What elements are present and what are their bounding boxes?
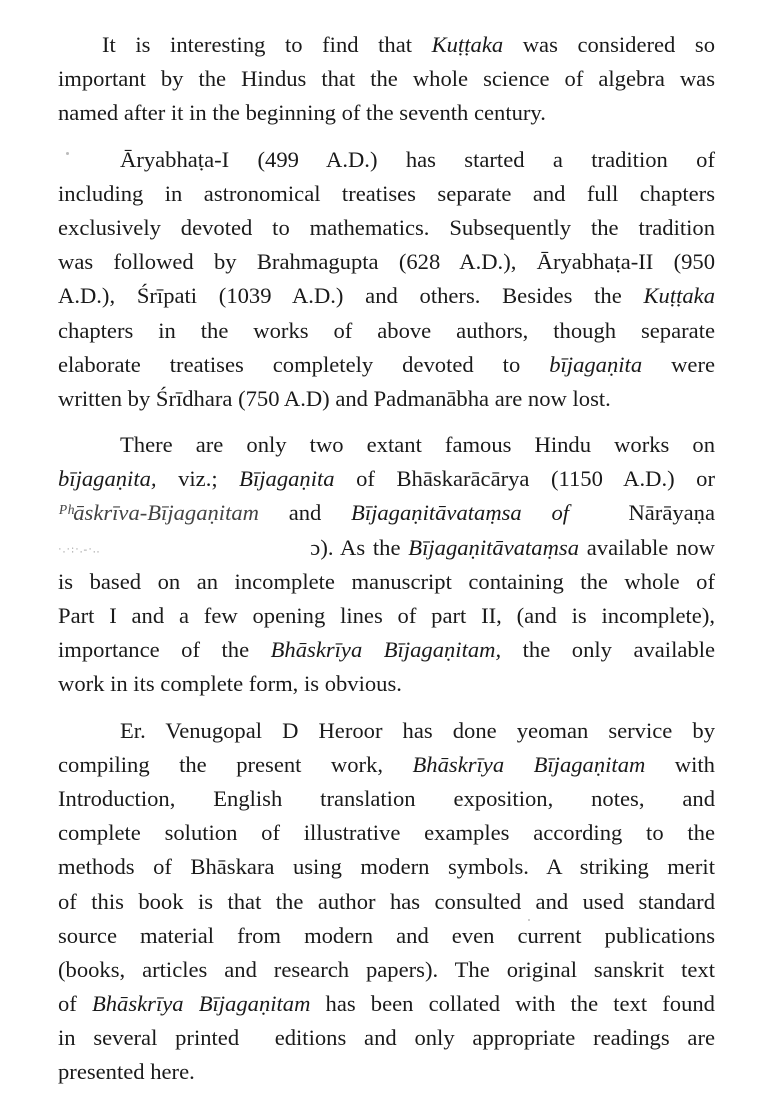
text-line — [58, 782, 715, 816]
text-line — [58, 850, 715, 884]
paragraph-gap — [58, 131, 715, 143]
text-line — [58, 714, 715, 748]
text-run: work in its complete form, is obvious. — [58, 671, 402, 697]
text-run: It is interesting to find that — [102, 32, 432, 57]
text-run: was followed by Brahmagupta (628 A.D.), Āryabhaṭa-II (950 — [58, 249, 715, 275]
italic-term: bījagaṇita, — [58, 466, 157, 492]
text-line — [58, 211, 715, 245]
italic-term: bījagaṇita — [549, 351, 643, 377]
text-line — [58, 462, 715, 496]
text-line — [58, 633, 715, 667]
text-run: important by the Hindus that the whole science of algebra was — [58, 66, 715, 92]
paragraph-extant-works — [58, 428, 715, 702]
text-line — [58, 28, 715, 62]
text-run: is based on an incomplete manuscript containing the whole of — [58, 568, 715, 594]
text-run: Introduction, English translation exposition, notes, and — [58, 785, 715, 811]
scan-speck — [528, 919, 530, 921]
text-line — [58, 531, 715, 565]
text-run: of — [58, 991, 92, 1017]
text-line — [58, 667, 715, 701]
text-line — [58, 816, 715, 850]
text-run: viz.; — [156, 466, 240, 492]
text-run: the only available — [501, 637, 715, 663]
paragraph-kuttaka-importance — [58, 28, 715, 131]
text-run: complete solution of illustrative examples according to the — [58, 820, 715, 846]
text-line — [58, 496, 715, 530]
text-line — [58, 279, 715, 313]
italic-term: Bījagaṇitāvataṃsa of — [351, 500, 570, 526]
text-run: presented here. — [58, 1059, 195, 1085]
paragraph-heroor-compilation — [58, 714, 715, 1090]
text-line — [58, 987, 715, 1021]
text-run: compiling the present work, — [58, 751, 413, 777]
text-line — [58, 565, 715, 599]
italic-term: Bījagaṇita — [239, 466, 335, 492]
text-run: ɔ). As the — [100, 534, 409, 560]
text-run: written by Śrīdhara (750 A.D) and Padmanābha are now lost. — [58, 385, 611, 411]
text-line — [58, 62, 715, 96]
text-run: in several printed editions and only appropriate readings are — [58, 1025, 715, 1051]
text-line — [58, 1021, 715, 1055]
text-run: available now — [579, 534, 715, 560]
text-line — [58, 599, 715, 633]
italic-term: ᴾʰāskrīva-Bījagaṇitam — [58, 500, 259, 526]
document-page — [58, 28, 715, 1090]
text-line — [58, 953, 715, 987]
text-run: A.D.), Śrīpati (1039 A.D.) and others. Besides the — [58, 283, 644, 309]
text-run: source material from modern and even current publications — [58, 922, 715, 948]
text-run: has been collated with the text found — [310, 991, 715, 1017]
text-run: chapters in the works of above authors, though separate — [58, 317, 715, 343]
text-run: of this book is that the author has consulted and used standard — [58, 888, 715, 914]
text-run: were — [642, 351, 716, 377]
text-run: and — [258, 500, 352, 526]
paragraph-aryabhata-tradition — [58, 143, 715, 417]
italic-term: Kuṭṭaka — [643, 283, 715, 309]
text-run: methods of Bhāskara using modern symbols. A striking merit — [58, 854, 715, 880]
text-run: Er. Venugopal D Heroor has done yeoman service by — [120, 717, 715, 743]
text-run: elaborate treatises completely devoted to — [58, 351, 550, 377]
text-line — [58, 919, 715, 953]
text-run: named after it in the beginning of the seventh century. — [58, 100, 546, 126]
text-run: was considered so — [503, 32, 716, 57]
text-line — [58, 748, 715, 782]
italic-term: Bhāskrīya Bījagaṇitam — [412, 751, 646, 777]
text-line — [58, 245, 715, 279]
text-run: including in astronomical treatises separate and full chapters — [58, 180, 715, 206]
text-run: There are only two extant famous Hindu works on — [120, 432, 715, 458]
scan-speck — [66, 152, 69, 155]
text-run: Part I and a few opening lines of part II, (and is incomplete), — [58, 603, 715, 628]
text-line — [58, 382, 715, 416]
paragraph-gap — [58, 416, 715, 428]
text-line — [58, 314, 715, 348]
italic-term: Bhāskrīya Bījagaṇitam, — [270, 637, 502, 663]
text-run: ·.·:·.-·.. — [58, 543, 101, 556]
text-line — [58, 96, 715, 130]
text-run: Nārāyaṇa — [569, 500, 715, 526]
text-line — [58, 177, 715, 211]
text-run: exclusively devoted to mathematics. Subsequently the tradition — [58, 214, 715, 240]
text-line — [58, 143, 715, 177]
italic-term: Kuṭṭaka — [431, 32, 504, 57]
text-run: importance of the — [58, 637, 271, 663]
text-run: Āryabhaṭa-I (499 A.D.) has started a tradition of — [120, 146, 715, 172]
text-run: (books, articles and research papers). The original sanskrit text — [58, 956, 715, 982]
paragraph-gap — [58, 702, 715, 714]
text-line — [58, 1055, 715, 1089]
italic-term: Bhāskrīya Bījagaṇitam — [91, 991, 311, 1017]
text-line — [58, 428, 715, 462]
italic-term: Bījagaṇitāvataṃsa — [408, 534, 579, 560]
text-line — [58, 885, 715, 919]
text-line — [58, 348, 715, 382]
text-run: of Bhāskarācārya (1150 A.D.) or — [334, 466, 715, 492]
text-run: with — [645, 751, 715, 777]
